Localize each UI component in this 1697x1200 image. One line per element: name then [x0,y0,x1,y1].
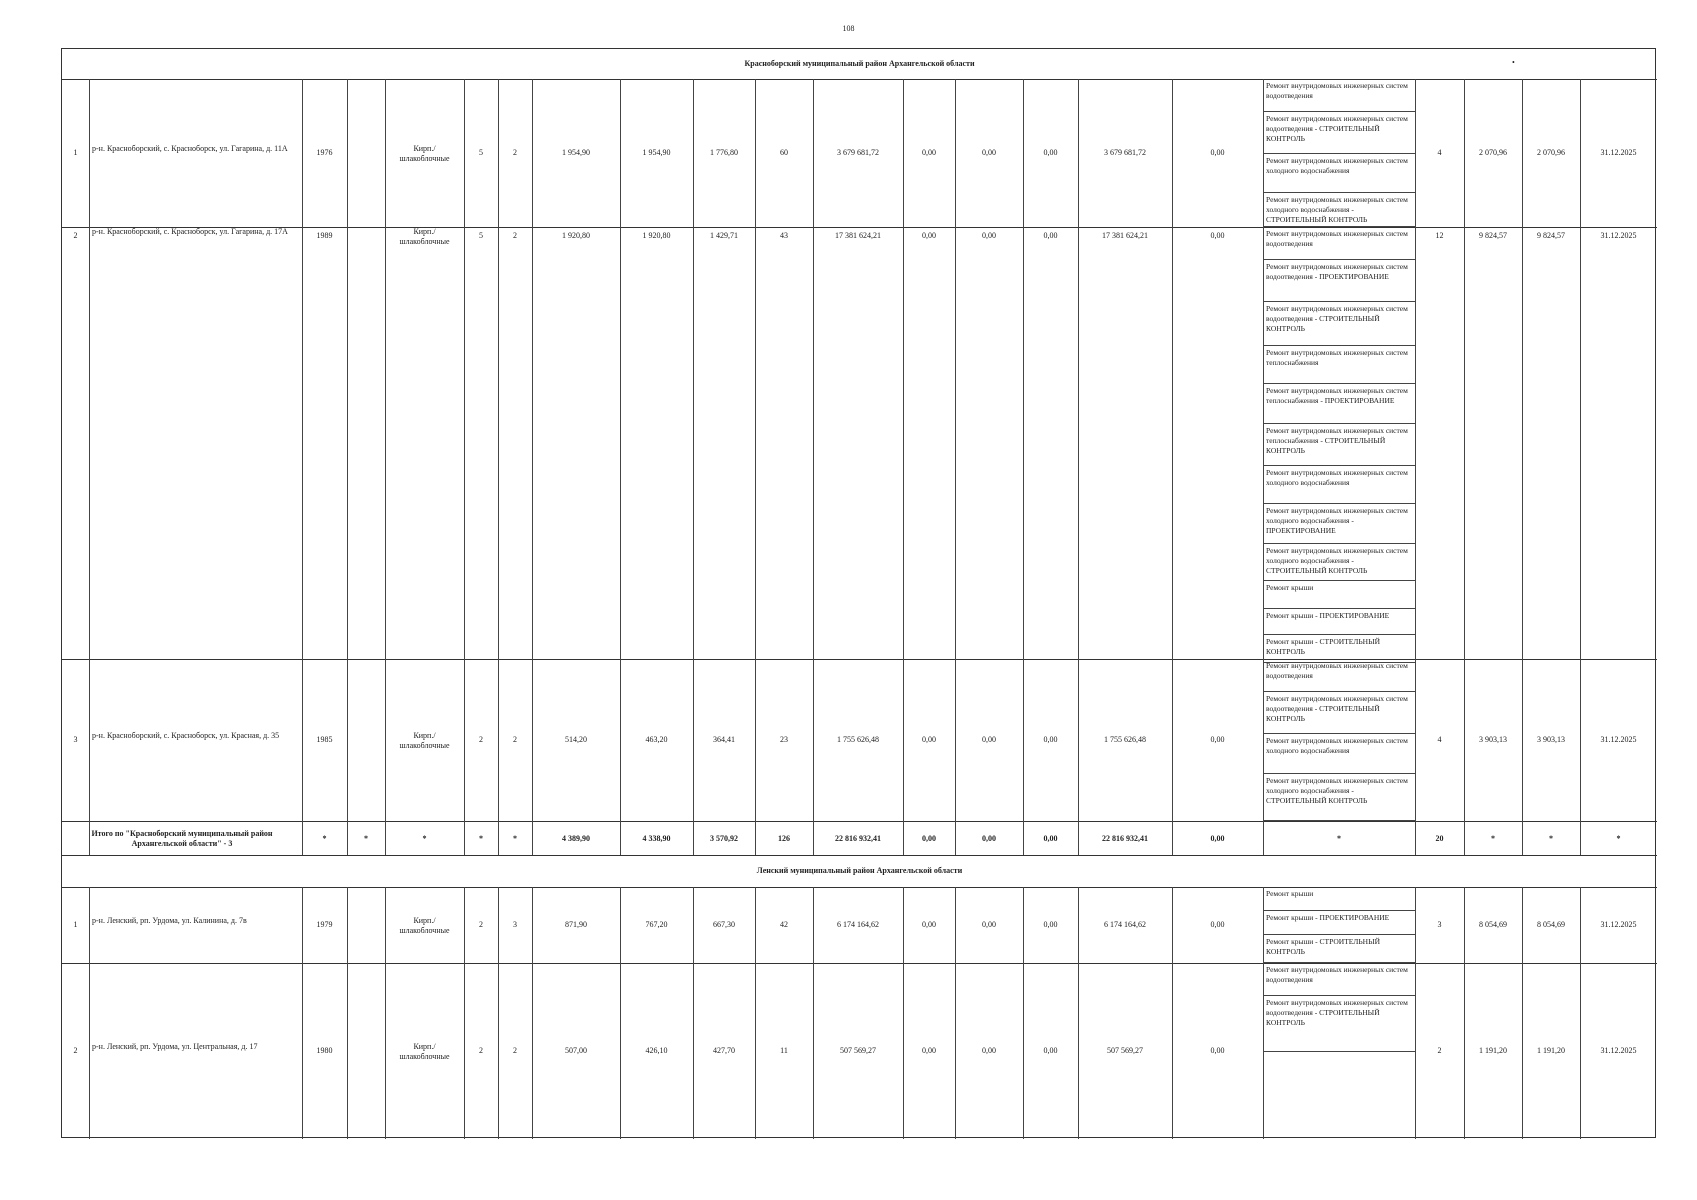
work-item: Ремонт внутридомовых инженерных систем холодного водоснабжения [1263,734,1415,774]
cell-cost-f3: 0,00 [1043,1046,1058,1055]
work-item: Ремонт внутридомовых инженерных систем водоотведения - СТРОИТЕЛЬНЫЙ КОНТРОЛЬ [1263,302,1415,346]
cell-cost-f2: 0,00 [982,148,996,157]
column-divider [385,887,386,1139]
cell-cost-f3: 0,00 [1043,920,1058,929]
cell-entrances: 2 [513,1046,517,1055]
work-item: Ремонт внутридомовых инженерных систем водоотведения [1263,659,1415,692]
cell-material: Кирп./ шлакоблочные [399,916,450,935]
work-item: Ремонт внутридомовых инженерных систем холодного водоснабжения - СТРОИТЕЛЬНЫЙ КОНТРОЛЬ [1263,774,1415,821]
total-area-living: 4 338,90 [642,834,671,843]
cell-unit-cost: 3 903,13 [1479,735,1507,744]
work-item: Ремонт внутридомовых инженерных систем холодного водоснабжения [1263,154,1415,193]
total-cost-other: 0,00 [1210,834,1225,843]
cell-area-res: 364,41 [713,735,735,744]
work-item: Ремонт внутридомовых инженерных систем теплоснабжения - ПРОЕКТИРОВАНИЕ [1263,384,1415,424]
cell-cost-f1: 0,00 [922,231,936,240]
cell-year: 1989 [316,231,333,240]
column-divider [89,79,90,855]
cell-cost-total: 3 679 681,72 [837,148,879,157]
cell-deadline: 31.12.2025 [1600,1046,1637,1055]
column-divider [347,887,348,1139]
cell-cost-other: 0,00 [1210,735,1225,744]
cell-floors: 5 [479,148,483,157]
work-item: Ремонт внутридомовых инженерных систем водоотведения [1263,227,1415,260]
cell-year: 1985 [316,735,333,744]
cell-address: р-н. Красноборский, с. Красноборск, ул. Красная, д. 35 [92,731,280,740]
cell-unit-cost: 8 054,69 [1479,920,1507,929]
cell-deadline: 31.12.2025 [1600,148,1637,157]
cell-num: 2 [73,231,78,240]
cell-cost-f3: 0,00 [1043,735,1058,744]
cell-residents: 42 [780,920,788,929]
cell-cost-other: 0,00 [1210,920,1225,929]
cell-area-total: 871,90 [565,920,587,929]
cell-cost-f1: 0,00 [922,148,936,157]
cell-area-living: 767,20 [645,920,668,929]
cell-cost-f2: 0,00 [982,920,996,929]
cell-area-res: 1 429,71 [710,231,738,240]
cell-area-res: 667,30 [713,920,735,929]
cell-works-count: 4 [1437,148,1442,157]
work-item: Ремонт крыши - СТРОИТЕЛЬНЫЙ КОНТРОЛЬ [1263,935,1415,963]
row-divider [62,855,1657,856]
cell-area-living: 463,20 [645,735,668,744]
work-item: Ремонт внутридомовых инженерных систем водоотведения [1263,963,1415,996]
work-item: Ремонт внутридомовых инженерных систем водоотведения [1263,79,1415,112]
work-item: Ремонт крыши [1263,581,1415,609]
total-residents: 126 [778,834,790,843]
cell-material: Кирп./ шлакоблочные [399,227,450,246]
cell-cost-owners: 1 755 626,48 [1104,735,1146,744]
cell-num: 1 [73,920,78,929]
cell-floors: 2 [479,920,483,929]
work-item: Ремонт внутридомовых инженерных систем холодного водоснабжения - СТРОИТЕЛЬНЫЙ КОНТРОЛЬ [1263,193,1415,227]
work-item: Ремонт внутридомовых инженерных систем холодного водоснабжения - СТРОИТЕЛЬНЫЙ КОНТРОЛЬ [1263,544,1415,581]
cell-address: р-н. Красноборский, с. Красноборск, ул. Гагарина, д. 11А [92,144,288,153]
cell-area-total: 514,20 [565,735,587,744]
total-star: * [322,834,327,843]
cell-area-total: 1 920,80 [562,231,590,240]
cell-floors: 2 [479,1046,483,1055]
total-area-total: 4 389,90 [562,834,590,843]
cell-residents: 60 [780,148,788,157]
cell-cost-other: 0,00 [1210,1046,1225,1055]
cell-address: р-н. Красноборский, с. Красноборск, ул. Гагарина, д. 17А [92,227,288,236]
cell-cost-f1: 0,00 [922,920,936,929]
cell-year: 1979 [316,920,333,929]
column-divider [347,79,348,855]
total-star: * [1337,834,1341,843]
total-cost-f3: 0,00 [1043,834,1058,843]
cell-residents: 23 [780,735,788,744]
section-title-krasnoborsky: Красноборский муниципальный район Архангельской области [744,59,975,68]
page-number: 108 [842,24,855,33]
cell-cost-total: 507 569,27 [840,1046,876,1055]
cell-area-total: 507,00 [565,1046,587,1055]
cell-entrances: 2 [513,231,517,240]
total-works-count: 20 [1435,834,1444,843]
cell-unit-cost: 1 191,20 [1479,1046,1507,1055]
total-star: * [422,834,427,843]
cell-cost-other: 0,00 [1210,148,1225,157]
work-item: Ремонт внутридомовых инженерных систем теплоснабжения [1263,346,1415,384]
cell-entrances: 2 [513,735,517,744]
cell-deadline: 31.12.2025 [1600,231,1637,240]
total-star: * [513,834,517,843]
cell-area-res: 427,70 [713,1046,735,1055]
cell-cost-f2: 0,00 [982,735,996,744]
cell-cost-owners: 17 381 624,21 [1102,231,1148,240]
cell-unit-limit: 1 191,20 [1537,1046,1565,1055]
total-area-res: 3 570,92 [710,834,738,843]
total-star: * [479,834,483,843]
cell-material: Кирп./ шлакоблочные [399,731,450,750]
total-star: * [364,834,368,843]
cell-num: 3 [73,735,78,744]
work-item: Ремонт крыши [1263,887,1415,911]
cell-address: р-н. Ленский, рп. Урдома, ул. Калинина, д. 7в [92,916,247,925]
cell-cost-f2: 0,00 [982,231,996,240]
column-divider [89,887,90,1139]
cell-unit-limit: 2 070,96 [1537,148,1565,157]
cell-works-count: 2 [1437,1046,1442,1055]
cell-num: 1 [73,148,78,157]
cell-unit-limit: 9 824,57 [1537,231,1565,240]
work-item: Ремонт внутридомовых инженерных систем холодного водоснабжения [1263,466,1415,504]
cell-cost-total: 6 174 164,62 [837,920,879,929]
cell-cost-total: 17 381 624,21 [835,231,881,240]
cell-cost-f1: 0,00 [922,1046,936,1055]
work-item: Ремонт внутридомовых инженерных систем теплоснабжения - СТРОИТЕЛЬНЫЙ КОНТРОЛЬ [1263,424,1415,466]
cell-deadline: 31.12.2025 [1600,920,1637,929]
cell-num: 2 [73,1046,78,1055]
cell-floors: 5 [479,231,483,240]
cell-cost-f3: 0,00 [1043,231,1058,240]
total-star: * [1491,834,1495,843]
cell-cost-f2: 0,00 [982,1046,996,1055]
work-item: Ремонт крыши - СТРОИТЕЛЬНЫЙ КОНТРОЛЬ [1263,635,1415,663]
column-divider [385,79,386,855]
cell-residents: 43 [780,231,788,240]
total-star: * [1616,834,1621,843]
work-item: Ремонт внутридомовых инженерных систем водоотведения - СТРОИТЕЛЬНЫЙ КОНТРОЛЬ [1263,692,1415,734]
cell-unit-cost: 9 824,57 [1479,231,1507,240]
cell-works-count: 3 [1437,920,1442,929]
cell-cost-f1: 0,00 [922,735,936,744]
cell-area-living: 1 954,90 [642,148,671,157]
work-item: Ремонт внутридомовых инженерных систем водоотведения - СТРОИТЕЛЬНЫЙ КОНТРОЛЬ [1263,996,1415,1052]
work-item: Ремонт крыши - ПРОЕКТИРОВАНИЕ [1263,911,1415,935]
total-label: Итого по "Красноборский муниципальный район Архангельской области" - 3 [91,829,273,848]
total-cost-owners: 22 816 932,41 [1102,834,1148,843]
work-item: Ремонт крыши - ПРОЕКТИРОВАНИЕ [1263,609,1415,635]
cell-cost-owners: 507 569,27 [1107,1046,1143,1055]
cell-residents: 11 [780,1046,788,1055]
total-star: * [1549,834,1553,843]
cell-area-total: 1 954,90 [562,148,590,157]
cell-cost-owners: 3 679 681,72 [1104,148,1146,157]
total-cost-total: 22 816 932,41 [835,834,881,843]
cell-unit-cost: 2 070,96 [1479,148,1507,157]
cell-area-res: 1 776,80 [710,148,738,157]
total-cost-f1: 0,00 [922,834,936,843]
capital-repair-table [61,48,1656,1138]
cell-works-count: 4 [1437,735,1442,744]
work-item: Ремонт внутридомовых инженерных систем водоотведения - ПРОЕКТИРОВАНИЕ [1263,260,1415,302]
work-item: Ремонт внутридомовых инженерных систем холодного водоснабжения - ПРОЕКТИРОВАНИЕ [1263,504,1415,544]
cell-cost-total: 1 755 626,48 [837,735,879,744]
stray-dot: • [1512,58,1515,67]
cell-year: 1976 [316,148,333,157]
cell-floors: 2 [479,735,483,744]
cell-works-count: 12 [1435,231,1444,240]
cell-cost-f3: 0,00 [1043,148,1058,157]
cell-unit-limit: 8 054,69 [1537,920,1565,929]
cell-unit-limit: 3 903,13 [1537,735,1565,744]
cell-address: р-н. Ленский, рп. Урдома, ул. Центральная, д. 17 [92,1042,258,1051]
cell-cost-owners: 6 174 164,62 [1104,920,1146,929]
cell-area-living: 1 920,80 [642,231,671,240]
cell-entrances: 2 [513,148,517,157]
cell-area-living: 426,10 [645,1046,668,1055]
cell-deadline: 31.12.2025 [1600,735,1637,744]
cell-year: 1980 [316,1046,333,1055]
cell-entrances: 3 [513,920,517,929]
cell-cost-other: 0,00 [1210,231,1225,240]
cell-material: Кирп./ шлакоблочные [399,1042,450,1061]
total-cost-f2: 0,00 [982,834,996,843]
work-item: Ремонт внутридомовых инженерных систем водоотведения - СТРОИТЕЛЬНЫЙ КОНТРОЛЬ [1263,112,1415,154]
section-title-lensky: Ленский муниципальный район Архангельской области [756,866,963,875]
cell-material: Кирп./ шлакоблочные [399,144,450,163]
